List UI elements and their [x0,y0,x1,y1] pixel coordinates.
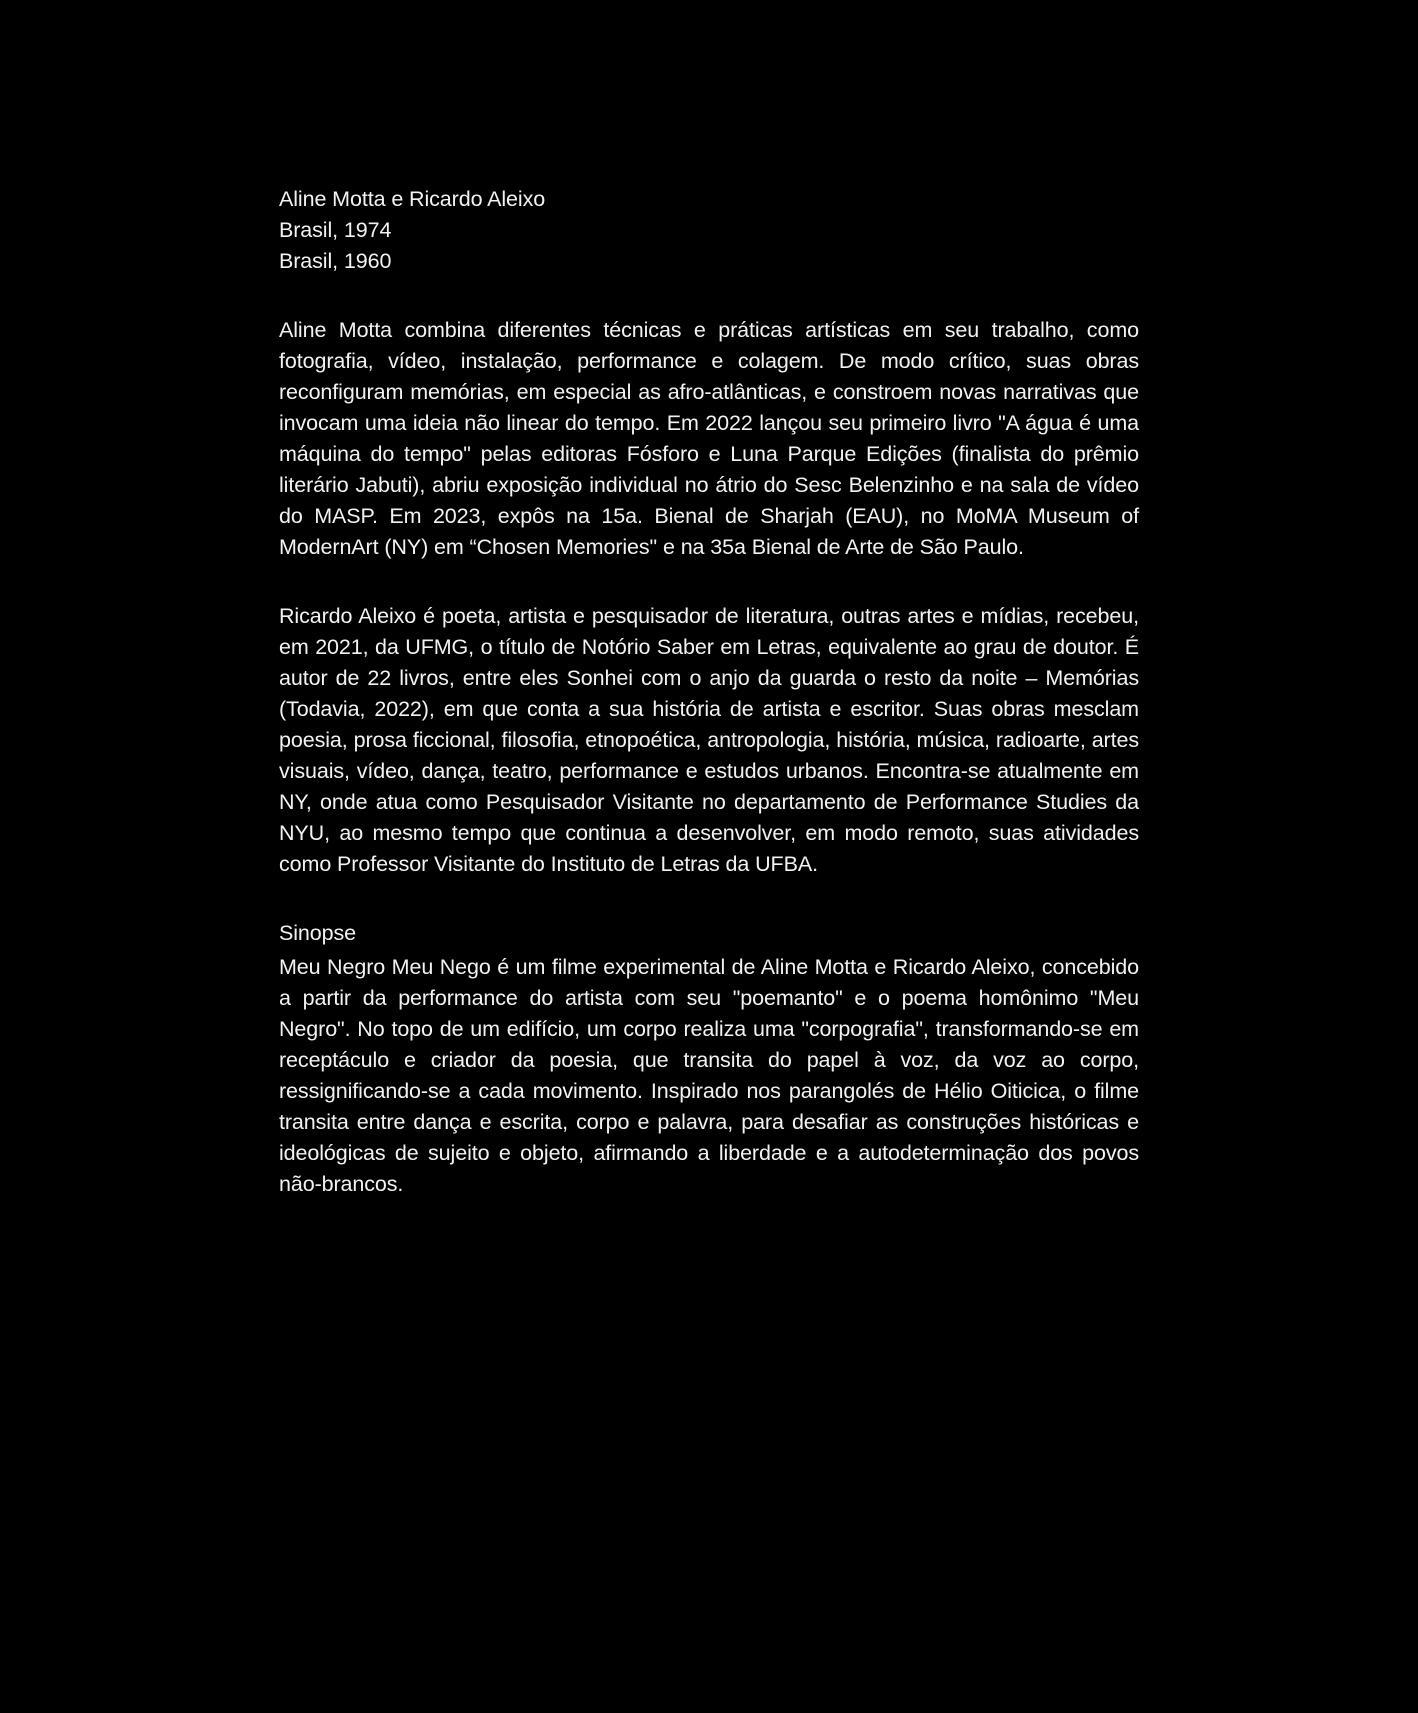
synopsis-body: Meu Negro Meu Nego é um filme experimental de Aline Motta e Ricardo Aleixo, concebido a partir da performance do artista com seu "poemanto" e o poema homônimo "Meu Negro". No topo de um edifício, um corpo realiza uma "corpografia", transformando-se em receptáculo e criador da poesia, que transita do papel à voz, da voz ao corpo, ressignificando-se a cada movimento. Inspirado nos parangolés de Hélio Oiticica, o filme transita entre dança e escrita, corpo e palavra, para desafiar as construções históricas e ideológicas de sujeito e objeto, afirmando a liberdade e a autodeterminação dos povos não-brancos. [279,955,1139,1196]
artist-names: Aline Motta e Ricardo Aleixo [279,187,546,211]
artist-origin-1: Brasil, 1974 [279,218,392,242]
artist-origin-2: Brasil, 1960 [279,249,392,273]
text-column [279,184,1139,1200]
bio-ricardo-aleixo: Ricardo Aleixo é poeta, artista e pesquisador de literatura, outras artes e mídias, recebeu, em 2021, da UFMG, o título de Notório Saber em Letras, equivalente ao grau de doutor. É autor de 22 livros, entre eles Sonhei com o anjo da guarda o resto da noite – Memórias (Todavia, 2022), em que conta a sua história de artista e escritor. Suas obras mesclam poesia, prosa ficcional, filosofia, etnopoética, antropologia, história, música, radioarte, artes visuais, vídeo, dança, teatro, performance e estudos urbanos. Encontra-se atualmente em NY, onde atua como Pesquisador Visitante no departamento de Performance Studies da NYU, ao mesmo tempo que continua a desenvolver, em modo remoto, suas atividades como Professor Visitante do Instituto de Letras da UFBA. [279,604,1139,876]
artist-header [279,184,1139,277]
synopsis-heading: Sinopse [279,921,356,945]
bio-aline-motta: Aline Motta combina diferentes técnicas e práticas artísticas em seu trabalho, como fotografia, vídeo, instalação, performance e colagem. De modo crítico, suas obras reconfiguram memórias, em especial as afro-atlânticas, e constroem novas narrativas que invocam uma ideia não linear do tempo. Em 2022 lançou seu primeiro livro "A água é uma máquina do tempo" pelas editoras Fósforo e Luna Parque Edições (finalista do prêmio literário Jabuti), abriu exposição individual no átrio do Sesc Belenzinho e na sala de vídeo do MASP. Em 2023, expôs na 15a. Bienal de Sharjah (EAU), no MoMA Museum of ModernArt (NY) em “Chosen Memories" e na 35a Bienal de Arte de São Paulo. [279,318,1139,559]
